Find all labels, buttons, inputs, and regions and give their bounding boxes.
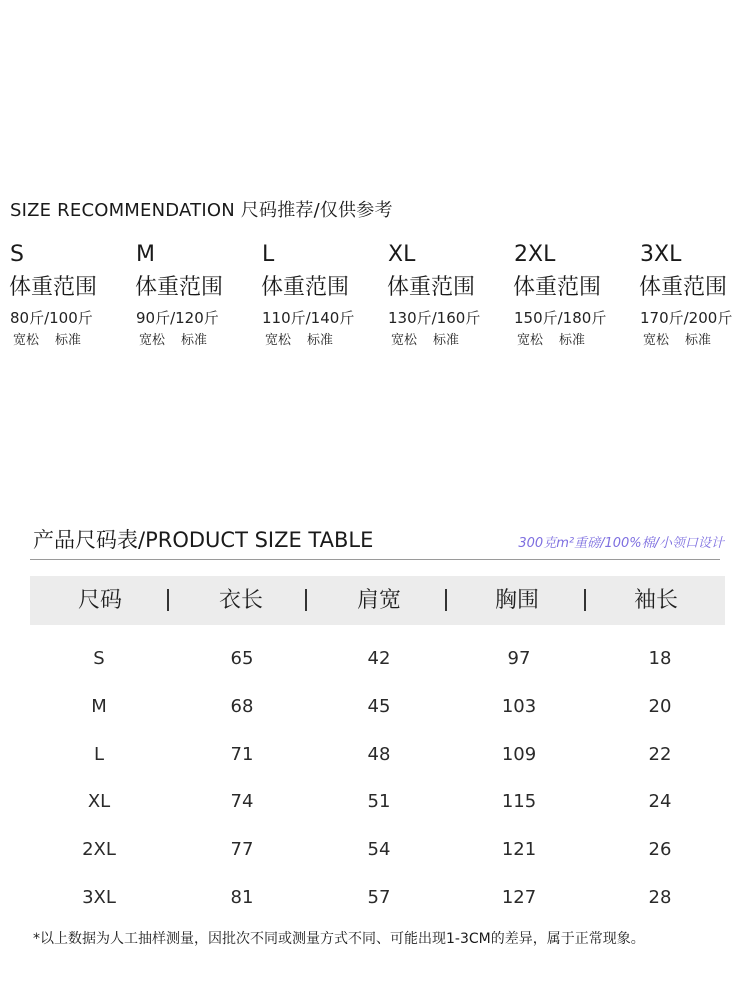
- header-shoulder: 肩宽: [356, 588, 402, 613]
- header-separator: [167, 589, 169, 611]
- table-cell: 121: [501, 839, 537, 860]
- recommendation-size: XL: [388, 242, 416, 267]
- recommendation-size: S: [10, 242, 24, 267]
- recommendation-size: L: [262, 242, 275, 267]
- table-cell: M: [91, 696, 107, 717]
- fit-standard-label: 标准: [181, 333, 208, 348]
- measurement-footnote: *以上数据为人工抽样测量，因批次不同或测量方式不同、可能出现1-3CM的差异，属于正常现象。: [33, 931, 645, 947]
- table-cell: 68: [230, 696, 254, 717]
- weight-range-values: 80斤/100斤: [10, 309, 93, 327]
- weight-range-label: 体重范围: [261, 275, 350, 300]
- fit-standard-label: 标准: [307, 333, 334, 348]
- table-cell: 42: [367, 648, 391, 669]
- fit-labels: [139, 332, 207, 350]
- table-cell: 115: [501, 791, 537, 812]
- table-cell: 97: [507, 648, 531, 669]
- table-cell: 77: [230, 839, 254, 860]
- fit-standard-label: 标准: [55, 333, 82, 348]
- table-cell: 3XL: [82, 887, 116, 908]
- table-cell: 103: [501, 696, 537, 717]
- table-cell: XL: [87, 791, 111, 812]
- size-recommendation-title: SIZE RECOMMENDATION 尺码推荐/仅供参考: [10, 200, 393, 221]
- fit-standard-label: 标准: [559, 333, 586, 348]
- table-cell: S: [93, 648, 105, 669]
- fit-loose-label: 宽松: [265, 333, 292, 348]
- fabric-note: 300克m²重磅/100%棉/小领口设计: [518, 536, 724, 551]
- recommendation-size: 2XL: [514, 242, 556, 267]
- table-cell: 74: [230, 791, 254, 812]
- fit-loose-label: 宽松: [13, 333, 40, 348]
- fit-loose-label: 宽松: [517, 333, 544, 348]
- header-separator: [445, 589, 447, 611]
- fit-labels: [265, 332, 333, 350]
- recommendation-size: M: [136, 242, 155, 267]
- weight-range-label: 体重范围: [135, 275, 224, 300]
- table-cell: 48: [367, 744, 391, 765]
- weight-range-label: 体重范围: [387, 275, 476, 300]
- table-cell: 22: [648, 744, 672, 765]
- fit-standard-label: 标准: [685, 333, 712, 348]
- weight-range-values: 90斤/120斤: [136, 309, 219, 327]
- weight-range-label: 体重范围: [9, 275, 98, 300]
- table-cell: 20: [648, 696, 672, 717]
- table-cell: 26: [648, 839, 672, 860]
- table-cell: 81: [230, 887, 254, 908]
- table-cell: 28: [648, 887, 672, 908]
- weight-range-values: 110斤/140斤: [262, 309, 355, 327]
- title-divider: [30, 559, 720, 560]
- table-cell: 51: [367, 791, 391, 812]
- table-cell: 57: [367, 887, 391, 908]
- table-cell: 2XL: [82, 839, 116, 860]
- header-chest: 胸围: [494, 588, 540, 613]
- fit-labels: [643, 332, 711, 350]
- weight-range-label: 体重范围: [639, 275, 728, 300]
- table-cell: 45: [367, 696, 391, 717]
- weight-range-values: 150斤/180斤: [514, 309, 607, 327]
- table-cell: 18: [648, 648, 672, 669]
- table-cell: 65: [230, 648, 254, 669]
- fit-standard-label: 标准: [433, 333, 460, 348]
- fit-loose-label: 宽松: [643, 333, 670, 348]
- header-size: 尺码: [77, 588, 123, 613]
- header-sleeve: 袖长: [633, 588, 679, 613]
- table-cell: 54: [367, 839, 391, 860]
- table-cell: 109: [501, 744, 537, 765]
- fit-labels: [517, 332, 585, 350]
- fit-labels: [13, 332, 81, 350]
- table-cell: 127: [501, 887, 537, 908]
- fit-loose-label: 宽松: [391, 333, 418, 348]
- table-cell: L: [93, 744, 105, 765]
- table-cell: 24: [648, 791, 672, 812]
- weight-range-values: 170斤/200斤: [640, 309, 733, 327]
- recommendation-size: 3XL: [640, 242, 682, 267]
- header-separator: [305, 589, 307, 611]
- weight-range-label: 体重范围: [513, 275, 602, 300]
- size-recommendation-grid: [0, 240, 750, 360]
- fit-loose-label: 宽松: [139, 333, 166, 348]
- header-length: 衣长: [218, 588, 264, 613]
- header-separator: [584, 589, 586, 611]
- size-table-title: 产品尺码表/PRODUCT SIZE TABLE: [33, 528, 374, 552]
- weight-range-values: 130斤/160斤: [388, 309, 481, 327]
- fit-labels: [391, 332, 459, 350]
- table-cell: 71: [230, 744, 254, 765]
